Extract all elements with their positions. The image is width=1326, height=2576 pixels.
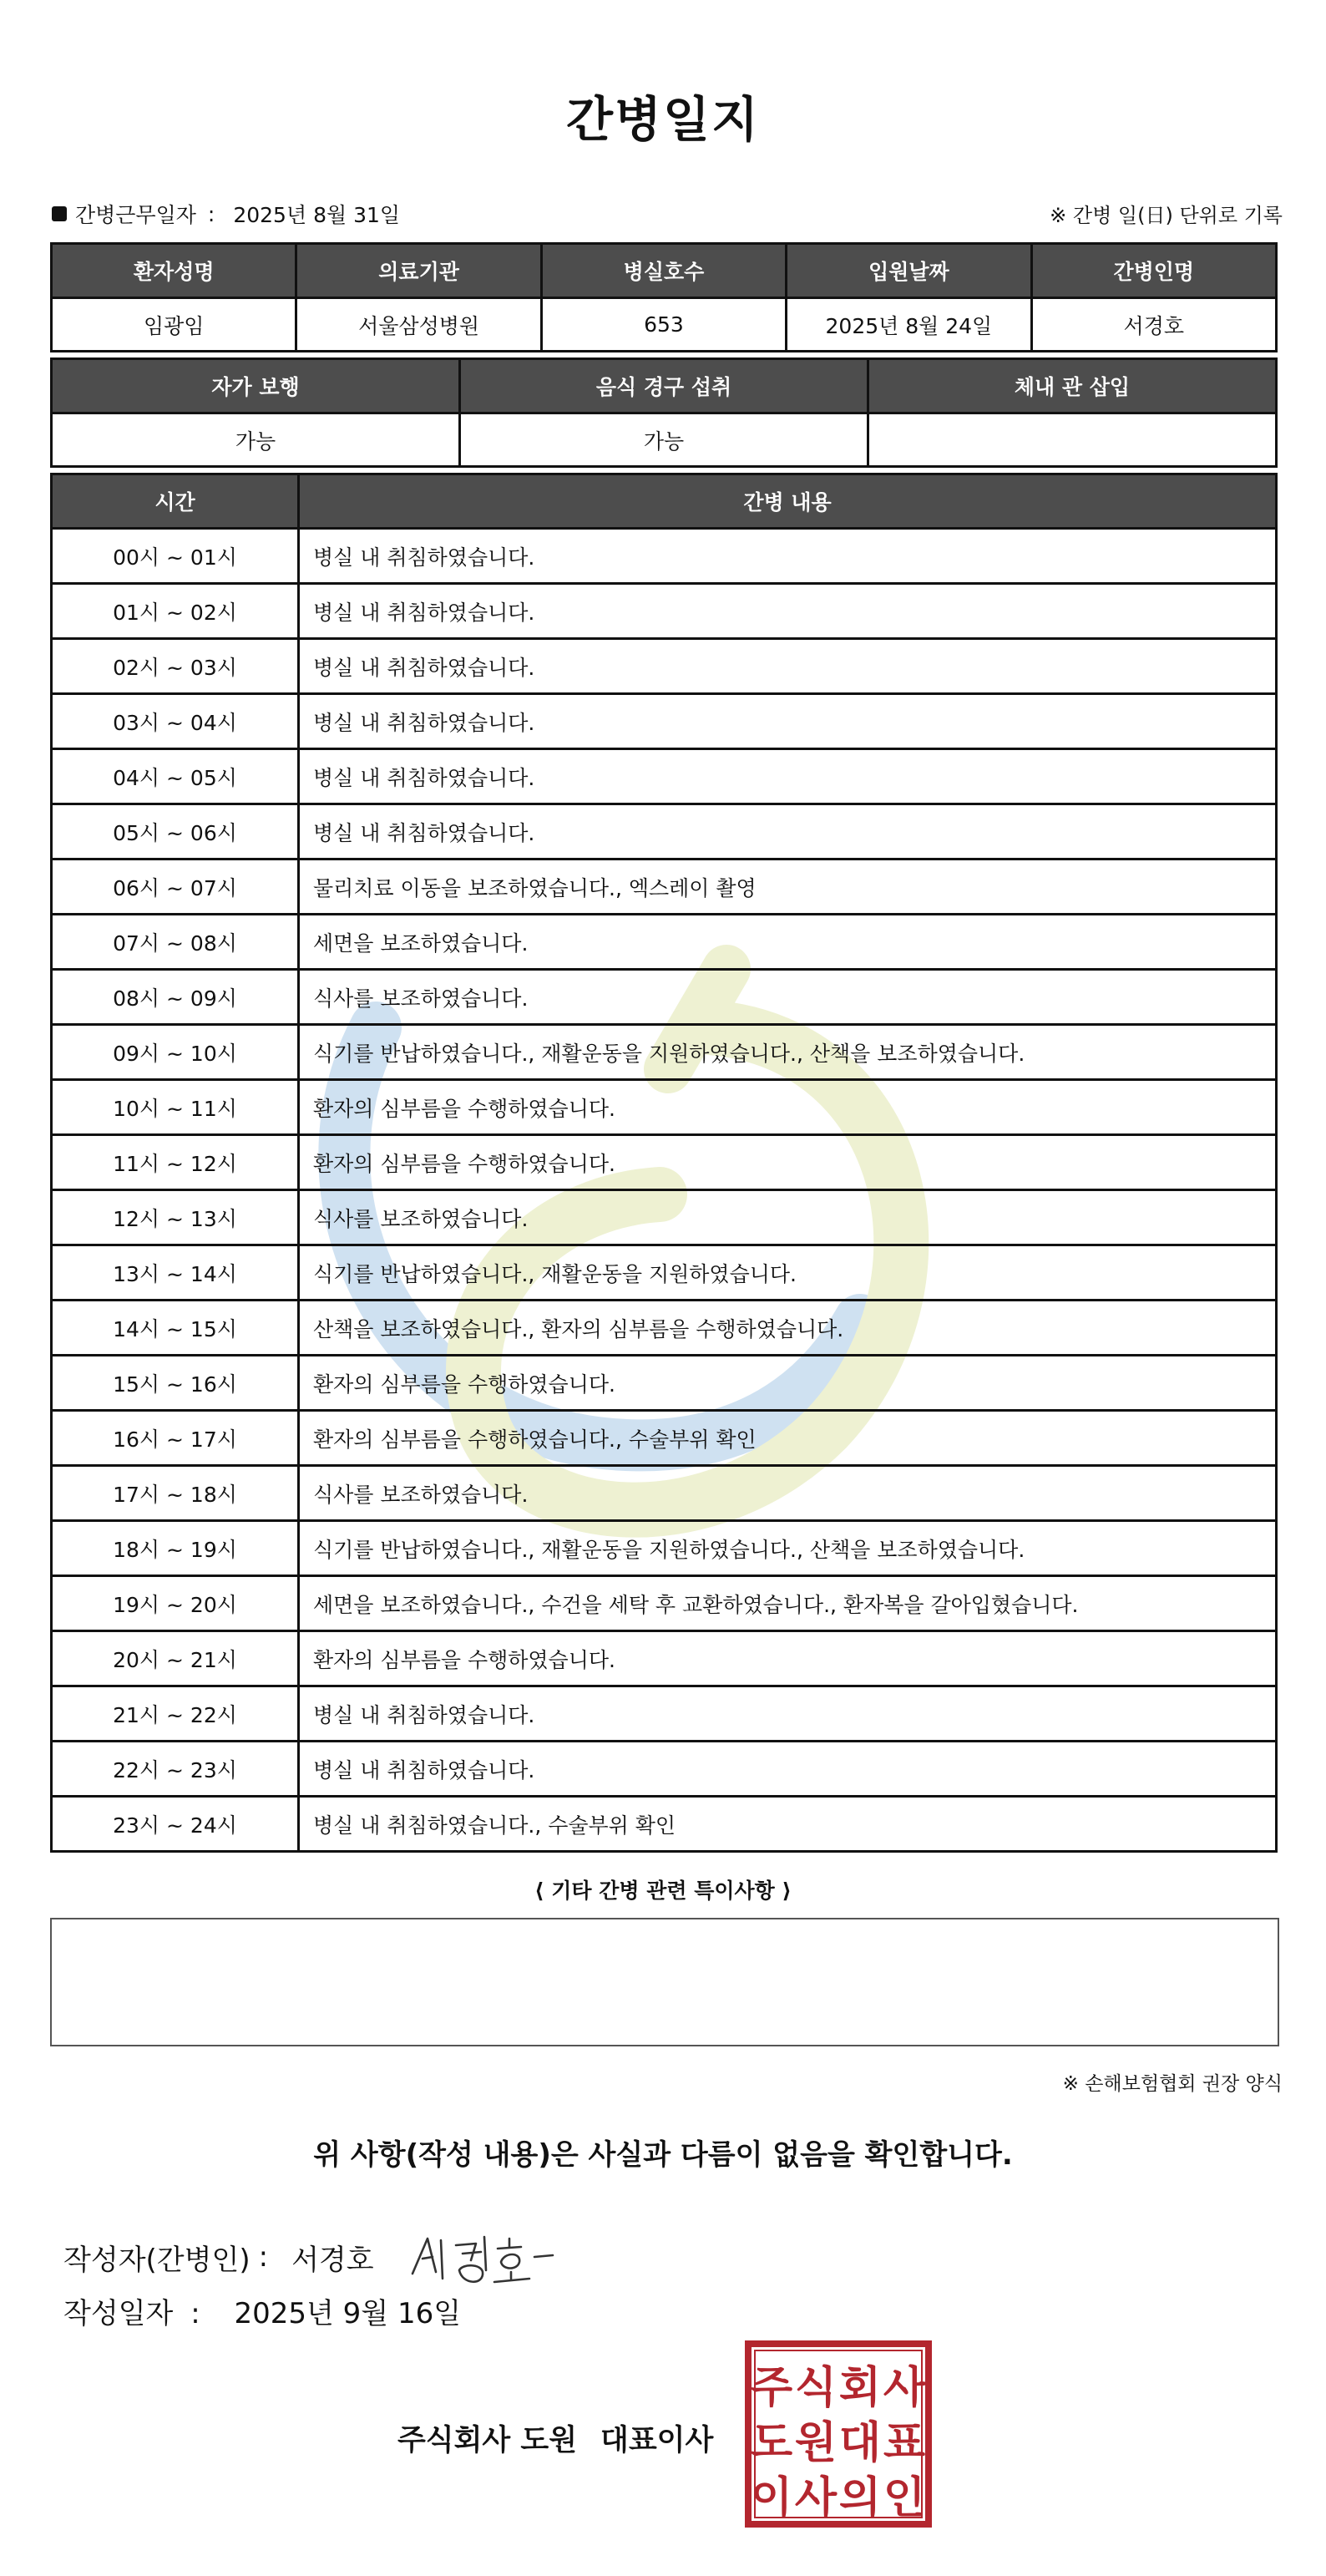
header-tube-insertion: 체내 관 삽입 [868,359,1277,413]
care-content: 환자의 심부름을 수행하였습니다. [299,1080,1277,1135]
header-self-walking: 자가 보행 [52,359,460,413]
header-oral-intake: 음식 경구 섭취 [460,359,868,413]
table-row [52,970,1277,1025]
patient-status-header-row [52,359,1277,413]
seal-character: 도 [750,2418,793,2468]
patient-info-value-row [52,298,1277,352]
seal-character: 사 [794,2473,838,2523]
time-slot: 16시 ~ 17시 [52,1411,299,1466]
table-row [52,915,1277,970]
time-slot: 00시 ~ 01시 [52,529,299,584]
written-date-label: 작성일자 [63,2297,174,2330]
company-role: 대표이사 [600,2424,714,2457]
table-row [52,1301,1277,1356]
seal-character: 회 [838,2363,882,2413]
oral-intake-value: 가능 [460,413,868,467]
care-content: 병실 내 취침하였습니다. [299,694,1277,749]
seal-character: 이 [750,2473,793,2523]
time-slot: 09시 ~ 10시 [52,1025,299,1080]
time-slot: 21시 ~ 22시 [52,1686,299,1742]
work-date-value: 2025년 8월 31일 [233,203,401,227]
company-name: 주식회사 도원 [397,2424,578,2457]
seal-character: 의 [838,2473,882,2523]
care-content: 병실 내 취침하였습니다. [299,1742,1277,1797]
table-row [52,1631,1277,1686]
care-content: 환자의 심부름을 수행하였습니다. [299,1631,1277,1686]
table-row [52,1742,1277,1797]
header-patient-name: 환자성명 [52,244,296,298]
work-date-label: 간병근무일자 [75,203,196,227]
table-row [52,639,1277,694]
handwritten-signature [404,2224,563,2290]
care-log-body [52,529,1277,1852]
care-content: 병실 내 취침하였습니다., 수술부위 확인 [299,1797,1277,1852]
remarks-title: ⟨ 기타 간병 관련 특이사항 ⟩ [534,1879,792,1903]
writer-line [63,2224,563,2290]
time-slot: 19시 ~ 20시 [52,1576,299,1631]
care-content: 식사를 보조하였습니다. [299,1466,1277,1521]
seal-character: 표 [883,2418,926,2468]
care-content: 물리치료 이동을 보조하였습니다., 엑스레이 촬영 [299,860,1277,915]
writer-colon: : [258,2240,269,2274]
confirmation-statement: 위 사항(작성 내용)은 사실과 다름이 없음을 확인합니다. [313,2138,1013,2172]
square-bullet-icon [52,206,67,221]
care-log-header-row [52,474,1277,529]
header-care-content: 간병 내용 [299,474,1277,529]
hospital-name: 서울삼성병원 [296,298,541,352]
care-content: 식기를 반납하였습니다., 재활운동을 지원하였습니다. [299,1245,1277,1301]
table-row [52,1245,1277,1301]
seal-character: 주 [750,2363,793,2413]
table-row [52,1080,1277,1135]
written-date-value: 2025년 9월 16일 [234,2297,462,2330]
care-content: 식기를 반납하였습니다., 재활운동을 지원하였습니다., 산책을 보조하였습니다. [299,1025,1277,1080]
time-slot: 03시 ~ 04시 [52,694,299,749]
table-row [52,529,1277,584]
care-content: 환자의 심부름을 수행하였습니다., 수술부위 확인 [299,1411,1277,1466]
seal-character: 식 [794,2363,838,2413]
page-title: 간병일지 [565,91,761,148]
header-hospital: 의료기관 [296,244,541,298]
table-row [52,694,1277,749]
table-row [52,1686,1277,1742]
care-content: 식사를 보조하였습니다. [299,1190,1277,1245]
care-content: 병실 내 취침하였습니다. [299,529,1277,584]
table-row [52,1135,1277,1190]
self-walking-value: 가능 [52,413,460,467]
patient-name: 임광임 [52,298,296,352]
company-seal-stamp [743,2339,934,2529]
recommend-note: ※ 손해보험협회 권장 양식 [1062,2073,1283,2095]
caregiver-name: 서경호 [1031,298,1276,352]
patient-status-table [50,357,1278,468]
care-content: 병실 내 취침하였습니다. [299,1686,1277,1742]
time-slot: 22시 ~ 23시 [52,1742,299,1797]
time-slot: 17시 ~ 18시 [52,1466,299,1521]
patient-info-header-row [52,244,1277,298]
table-row [52,1356,1277,1411]
patient-info-table [50,242,1278,352]
header-time: 시간 [52,474,299,529]
time-slot: 13시 ~ 14시 [52,1245,299,1301]
care-content: 환자의 심부름을 수행하였습니다. [299,1356,1277,1411]
header-caregiver-name: 간병인명 [1031,244,1276,298]
table-row [52,749,1277,804]
care-log-table [50,473,1278,1853]
written-date-colon: : [190,2297,200,2330]
room-number: 653 [541,298,786,352]
care-content: 식기를 반납하였습니다., 재활운동을 지원하였습니다., 산책을 보조하였습니다. [299,1521,1277,1576]
care-content: 환자의 심부름을 수행하였습니다. [299,1135,1277,1190]
time-slot: 06시 ~ 07시 [52,860,299,915]
seal-character: 사 [883,2363,926,2413]
time-slot: 10시 ~ 11시 [52,1080,299,1135]
work-date-separator: : [207,201,215,226]
record-unit-note: ※ 간병 일(日) 단위로 기록 [1050,204,1283,227]
time-slot: 04시 ~ 05시 [52,749,299,804]
care-content: 식사를 보조하였습니다. [299,970,1277,1025]
table-row [52,860,1277,915]
care-content: 병실 내 취침하였습니다. [299,804,1277,860]
time-slot: 23시 ~ 24시 [52,1797,299,1852]
table-row [52,1466,1277,1521]
writer-label: 작성자(간병인) [63,2243,251,2277]
time-slot: 05시 ~ 06시 [52,804,299,860]
table-row [52,1025,1277,1080]
writer-name: 서경호 [291,2243,374,2277]
work-date-line [52,199,400,229]
seal-character: 대 [838,2418,882,2468]
header-admission-date: 입원날짜 [787,244,1031,298]
time-slot: 11시 ~ 12시 [52,1135,299,1190]
care-content: 병실 내 취침하였습니다. [299,749,1277,804]
time-slot: 18시 ~ 19시 [52,1521,299,1576]
time-slot: 15시 ~ 16시 [52,1356,299,1411]
table-row [52,1521,1277,1576]
time-slot: 12시 ~ 13시 [52,1190,299,1245]
written-date-line [63,2290,461,2331]
time-slot: 02시 ~ 03시 [52,639,299,694]
care-content: 세면을 보조하였습니다. [299,915,1277,970]
time-slot: 20시 ~ 21시 [52,1631,299,1686]
care-content: 세면을 보조하였습니다., 수건을 세탁 후 교환하였습니다., 환자복을 갈아입혔습니다. [299,1576,1277,1631]
table-row [52,584,1277,639]
care-content: 병실 내 취침하였습니다. [299,639,1277,694]
admission-date: 2025년 8월 24일 [787,298,1031,352]
table-row [52,804,1277,860]
seal-character: 원 [794,2418,838,2468]
care-content: 병실 내 취침하였습니다. [299,584,1277,639]
remarks-box [50,1918,1279,2046]
tube-insertion-value [868,413,1277,467]
patient-status-value-row [52,413,1277,467]
table-row [52,1797,1277,1852]
table-row [52,1576,1277,1631]
time-slot: 08시 ~ 09시 [52,970,299,1025]
seal-character: 인 [883,2473,926,2523]
care-content: 산책을 보조하였습니다., 환자의 심부름을 수행하였습니다. [299,1301,1277,1356]
table-row [52,1411,1277,1466]
time-slot: 07시 ~ 08시 [52,915,299,970]
time-slot: 14시 ~ 15시 [52,1301,299,1356]
header-room-number: 병실호수 [541,244,786,298]
company-line [397,2417,713,2459]
time-slot: 01시 ~ 02시 [52,584,299,639]
table-row [52,1190,1277,1245]
